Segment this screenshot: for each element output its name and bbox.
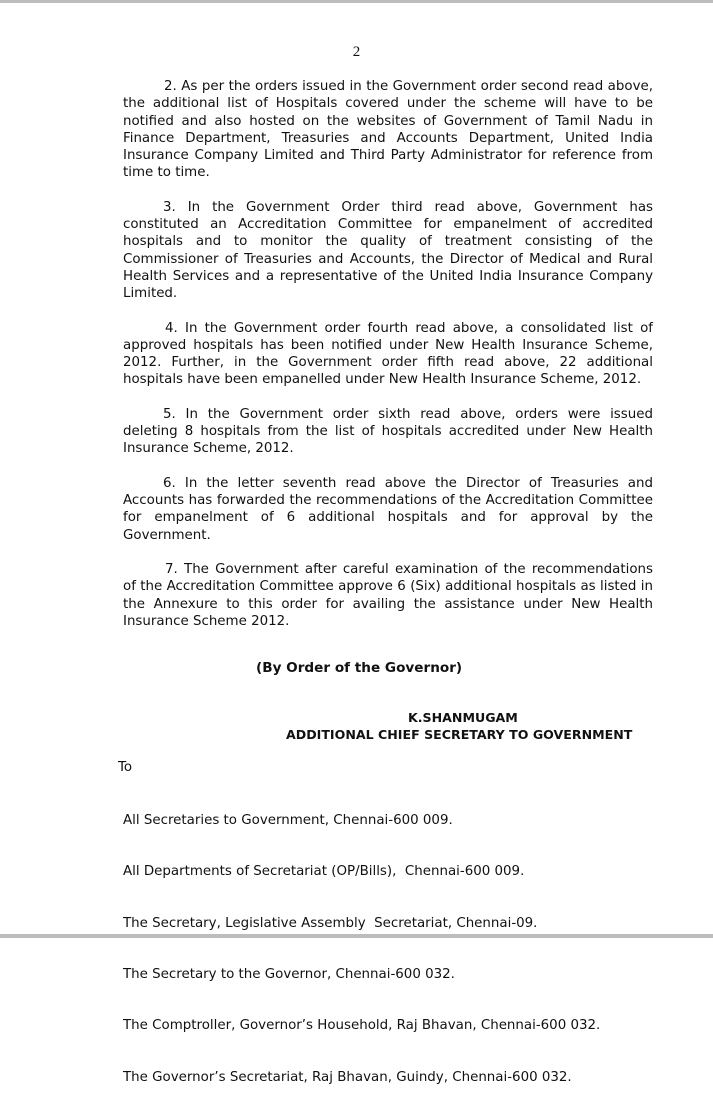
paragraph-3: 3. In the Government Order third read above, Government has constituted an Accreditation Committee for empanelment of accredited hospitals and to monitor the quality of treatment consisting of the Commissioner of Treasuries and Accounts, the Director of Medical and Rural Health Services and a representative of the United India Insurance Company Limited. (123, 199, 653, 301)
paragraph-2: 2. As per the orders issued in the Government order second read above, the additional list of Hospitals covered under the scheme will have to be notified and also hosted on the websites of Government of Tamil Nadu in Finance Department, Treasuries and Accounts Department, United India Insurance Company Limited and Third Party Administrator for reference from time to time. (123, 79, 653, 181)
paragraph-5: 5. In the Government order sixth read above, orders were issued deleting 8 hospitals from the list of hospitals accredited under New Health Insurance Scheme, 2012. (123, 406, 653, 457)
addressee-item: All Departments of Secretariat (OP/Bills), Chennai-600 009. (123, 864, 525, 880)
signatory-name: K.SHANMUGAM (408, 710, 518, 725)
by-order-of-governor: (By Order of the Governor) (256, 660, 463, 676)
addressee-item: The Secretary, Legislative Assembly Secretariat, Chennai-09. (123, 915, 538, 931)
addressee-item: The Governor’s Secretariat, Raj Bhavan, Guindy, Chennai-600 032. (123, 1069, 572, 1085)
to-label: To (118, 760, 133, 775)
paragraph-6: 6. In the letter seventh read above the Director of Treasuries and Accounts has forwarded the recommendations of the Accreditation Committee for empanelment of 6 additional hospitals and for approval by the Government. (123, 475, 653, 543)
page-bottom-border (0, 934, 713, 938)
paragraph-7: 7. The Government after careful examination of the recommendations of the Accreditation Committee approve 6 (Six) additional hospitals as listed in the Annexure to this order for availing the assistance under New Health Insurance Scheme 2012. (123, 562, 653, 629)
document-body (123, 78, 653, 647)
page-number: 2 (352, 44, 361, 60)
page-top-border (0, 0, 713, 3)
addressee-list (123, 778, 600, 1103)
addressee-item: The Secretary to the Governor, Chennai-600 032. (123, 967, 455, 983)
addressee-item: All Secretaries to Government, Chennai-600 009. (123, 813, 453, 829)
addressee-item: The Comptroller, Governor’s Household, Raj Bhavan, Chennai-600 032. (123, 1018, 601, 1034)
paragraph-4: 4. In the Government order fourth read above, a consolidated list of approved hospitals has been notified under New Health Insurance Scheme, 2012. Further, in the Government order fifth read above, 22 additional hospitals have been empanelled under New Health Insurance Scheme, 2012. (123, 320, 653, 388)
signatory-designation: ADDITIONAL CHIEF SECRETARY TO GOVERNMENT (286, 727, 633, 742)
